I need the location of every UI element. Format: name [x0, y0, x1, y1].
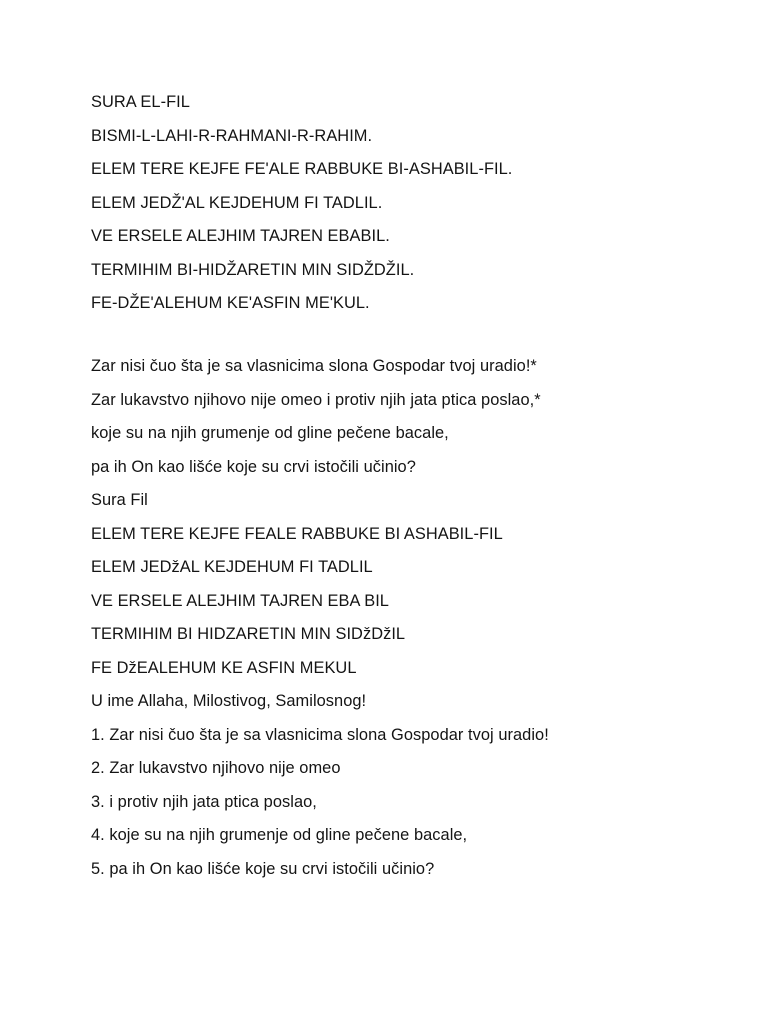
text-line: pa ih On kao lišće koje su crvi istočili učinio?	[91, 457, 416, 476]
text-line: ELEM JEDŽ'AL KEJDEHUM FI TADLIL.	[91, 193, 383, 212]
text-line: VE ERSELE ALEJHIM TAJREN EBA BIL	[91, 591, 389, 610]
text-line: FE-DŽE'ALEHUM KE'ASFIN ME'KUL.	[91, 294, 370, 312]
verse-line: 2. Zar lukavstvo njihovo nije omeo	[91, 759, 341, 777]
text-line: BISMI-L-LAHI-R-RAHMANI-R-RAHIM.	[91, 126, 373, 145]
text-line: ELEM JEDžAL KEJDEHUM FI TADLIL	[91, 558, 373, 576]
verse-line: 4. koje su na njih grumenje od gline pečene bacale,	[91, 826, 468, 844]
text-line: TERMIHIM BI HIDZARETIN MIN SIDžDžIL	[91, 625, 406, 643]
text-line: ELEM TERE KEJFE FE'ALE RABBUKE BI-ASHABIL-FIL.	[91, 160, 513, 178]
text-line: Zar nisi čuo šta je sa vlasnicima slona Gospodar tvoj uradio!*	[91, 357, 537, 375]
text-line: koje su na njih grumenje od gline pečene bacale,	[91, 424, 449, 442]
text-line: VE ERSELE ALEJHIM TAJREN EBABIL.	[91, 227, 390, 245]
text-line: Zar lukavstvo njihovo nije omeo i protiv njih jata ptica poslao,*	[91, 390, 541, 409]
section-heading: Sura Fil	[91, 491, 148, 509]
verse-line: 5. pa ih On kao lišće koje su crvi istočili učinio?	[91, 859, 435, 878]
text-line: FE DžEALEHUM KE ASFIN MEKUL	[91, 658, 357, 677]
basmala-line: U ime Allaha, Milostivog, Samilosnog!	[91, 692, 367, 710]
text-line: ELEM TERE KEJFE FEALE RABBUKE BI ASHABIL-FIL	[91, 524, 503, 543]
verse-line: 3. i protiv njih jata ptica poslao,	[91, 792, 317, 811]
sura-title: SURA EL-FIL	[91, 93, 190, 111]
arabic-transliteration-block	[91, 86, 748, 321]
verse-line: 1. Zar nisi čuo šta je sa vlasnicima slona Gospodar tvoj uradio!	[91, 725, 549, 744]
text-line: TERMIHIM BI-HIDŽARETIN MIN SIDŽDŽIL.	[91, 260, 415, 279]
translation-block	[91, 350, 748, 886]
